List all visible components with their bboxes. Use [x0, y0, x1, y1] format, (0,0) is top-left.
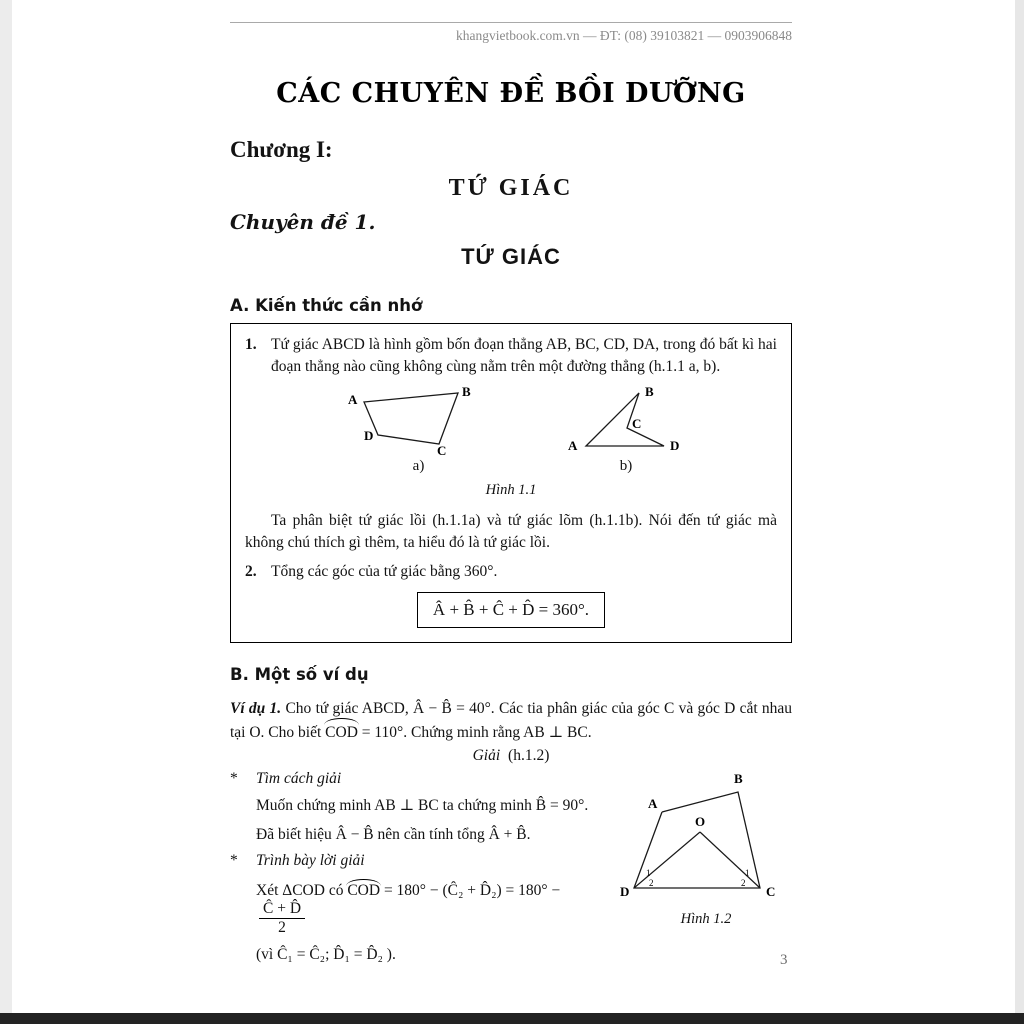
find-solution-heading-row: [230, 770, 610, 788]
photo-left-edge: [0, 0, 12, 1024]
convex-concave-paragraph: Ta phân biệt tứ giác lồi (h.1.1a) và tứ giác lõm (h.1.1b). Nói đến tứ giác mà không chú thích gì thêm, ta hiểu đó là tứ giác lồi.: [245, 511, 777, 551]
vertex-label-c: C: [632, 416, 642, 431]
vertex-label-b: B: [645, 384, 654, 399]
vertex-label-c: C: [766, 884, 776, 900]
figure-sublabel-b: b): [619, 458, 633, 474]
solution-label: Giải: [472, 747, 501, 765]
item-1-number: 1.: [245, 336, 257, 353]
vertex-label-a: A: [348, 392, 358, 407]
angle-mark-d2: 2: [649, 878, 654, 889]
find-solution-heading: Tìm cách giải: [256, 770, 342, 788]
vertex-label-d: D: [364, 428, 374, 443]
widehat-cod: COD: [347, 882, 381, 900]
vertex-label-a: A: [648, 796, 658, 812]
present-solution-heading-row: [230, 852, 610, 870]
calc-prefix: Xét ΔCOD có: [256, 882, 344, 900]
widehat-cod: COD: [325, 721, 358, 745]
solution-figure-ref: (h.1.2): [508, 747, 550, 765]
figure-1-1a: [331, 384, 506, 477]
figure-1-1b: [561, 384, 691, 477]
book-page: [230, 0, 792, 973]
angle-mark-c1: 1: [745, 868, 750, 879]
fraction: [259, 900, 305, 937]
photo-right-edge: [1015, 0, 1024, 1024]
vertex-label-a: A: [568, 438, 578, 453]
angle-sum-formula: Â + B̂ + Ĉ + D̂ = 360°.: [417, 592, 605, 628]
convex-quadrilateral-drawing: [331, 384, 506, 456]
item-2-number: 2.: [245, 562, 257, 580]
vertex-label-b: B: [734, 771, 743, 787]
figure-1-1: [245, 384, 777, 477]
chapter-title: TỨ GIÁC: [448, 175, 574, 201]
item-1-text: Tứ giác ABCD là hình gồm bốn đoạn thẳng AB, BC, CD, DA, trong đó bất kì hai đoạn thẳng nào cũng không cùng nằm trên một đường thẳng (h.1.1 a, b).: [271, 336, 777, 375]
example-1-paragraph: [230, 697, 792, 745]
vertex-label-d: D: [620, 884, 630, 900]
photo-bottom-edge: [0, 1013, 1024, 1024]
book-title: CÁC CHUYÊN ĐỀ BỒI DƯỠNG: [276, 78, 746, 109]
example-1-math: Â − B̂ = 40°.: [413, 700, 495, 717]
vertex-label-o: O: [695, 814, 706, 830]
angle-mark-c2: 2: [741, 878, 746, 889]
solution-line-1: Muốn chứng minh AB ⊥ BC ta chứng minh B̂ = 90°.: [256, 797, 589, 815]
figure-1-2: [620, 770, 792, 928]
figure-1-1-caption: Hình 1.1: [485, 482, 537, 499]
example-1-label: Ví dụ 1.: [230, 700, 282, 717]
topic-label: Chuyên đề 1.: [230, 210, 376, 234]
example-1-text: Các tia phân giác của góc C và góc D cắt nhau tại O. Cho biết: [230, 700, 793, 742]
calc-middle: = 180° − (Ĉ₂ + D̂₂) = 180° −: [383, 882, 561, 900]
angle-mark-d1: 1: [646, 868, 651, 879]
page-header: khangvietbook.com.vn — ĐT: (08) 39103821 — 0903906848: [455, 28, 792, 43]
concave-quadrilateral-drawing: [561, 384, 691, 456]
example-1-math: = 110°.: [361, 724, 408, 742]
vertex-label-d: D: [670, 438, 680, 453]
vertex-label-c: C: [437, 443, 447, 456]
knowledge-item-2: [245, 561, 777, 583]
fraction-denominator: 2: [278, 919, 286, 937]
quadrilateral-with-bisectors-drawing: [620, 770, 792, 908]
item-2-text: Tổng các góc của tứ giác bằng 360°.: [271, 562, 498, 580]
example-1-text: Chứng minh rằng AB ⊥ BC.: [411, 724, 592, 742]
example-1-text: Cho tứ giác ABCD,: [285, 700, 409, 717]
solution-line-2: Đã biết hiệu Â − B̂ nên cần tính tổng Â + B̂.: [256, 825, 531, 843]
section-a-heading: A. Kiến thức cần nhớ: [230, 296, 423, 315]
topic-title: TỨ GIÁC: [461, 244, 561, 269]
vertex-label-b: B: [462, 384, 471, 399]
present-solution-heading: Trình bày lời giải: [256, 852, 365, 870]
knowledge-box: [230, 323, 792, 643]
star-bullet: *: [230, 852, 238, 870]
knowledge-item-1: [245, 334, 777, 378]
because-line: (vì Ĉ₁ = Ĉ₂; D̂₁ = D̂₂ ).: [256, 946, 396, 964]
figure-sublabel-a: a): [412, 458, 425, 474]
figure-1-2-caption: Hình 1.2: [680, 911, 732, 928]
section-b-heading: B. Một số ví dụ: [230, 665, 369, 684]
solution-heading: [230, 747, 792, 765]
fraction-numerator: Ĉ + D̂: [259, 900, 305, 919]
page-number: 3: [780, 952, 788, 968]
star-bullet: *: [230, 770, 238, 788]
chapter-label: Chương I:: [230, 137, 333, 162]
